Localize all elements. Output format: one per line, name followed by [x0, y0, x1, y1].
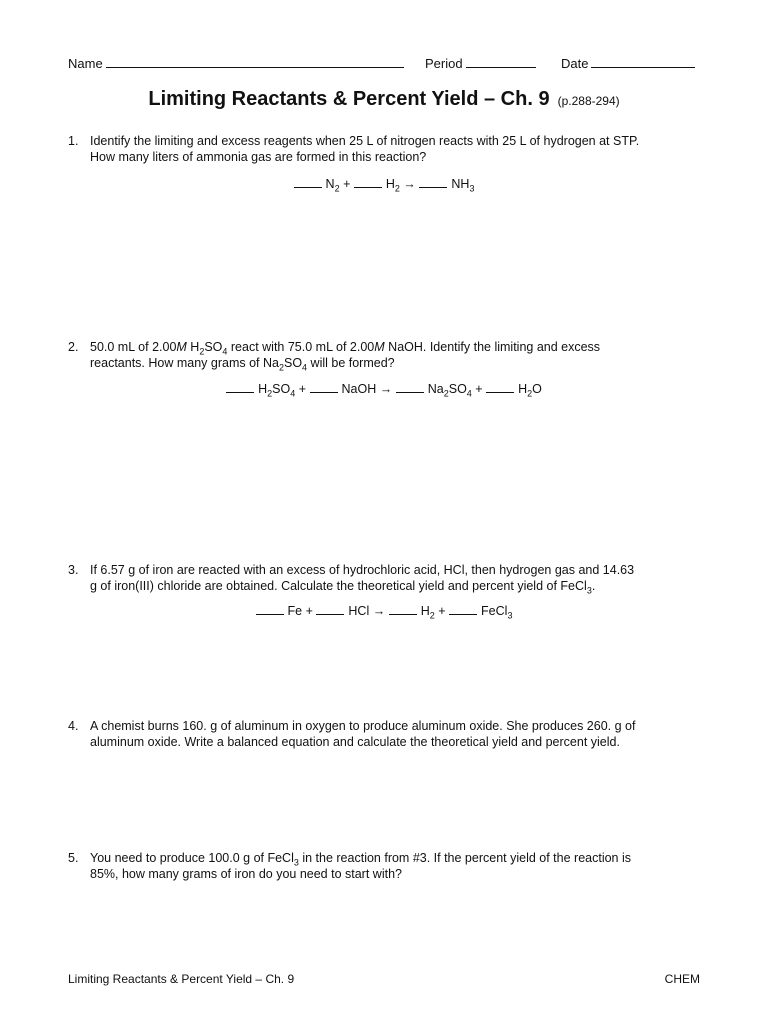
date-blank[interactable] — [591, 55, 695, 68]
question-text: Identify the limiting and excess reagents when 25 L of nitrogen reacts with 25 L of hydrogen at STP. — [90, 134, 640, 148]
subscript: 2 — [334, 183, 340, 194]
period-label: Period — [425, 56, 463, 71]
plus-sign: + — [305, 604, 313, 618]
question-text: You need to produce 100.0 g of FeCl$_3$ in the reaction from #3. If the percent yield of the reaction is — [90, 851, 631, 868]
question-4 — [68, 718, 708, 750]
question-number: 4. — [68, 719, 79, 733]
footer-left: Limiting Reactants & Percent Yield – Ch. 9 — [68, 972, 295, 986]
plus-sign: + — [438, 604, 446, 618]
equation-2: $H_2SO_4$ + NaOH → $Na_2SO_4 + H_2O$ — [0, 381, 768, 396]
coefficient-blank[interactable] — [310, 381, 338, 393]
coefficient-blank[interactable] — [389, 603, 417, 615]
question-number: 3. — [68, 563, 79, 577]
plus-sign: + — [298, 382, 307, 396]
question-number: 2. — [68, 340, 79, 354]
question-text: 85%, how many grams of iron do you need to start with? — [90, 867, 402, 881]
arrow-icon: → — [379, 382, 393, 396]
name-field[interactable] — [68, 55, 404, 72]
coefficient-blank[interactable] — [396, 381, 424, 393]
plus-sign: + — [475, 382, 483, 396]
coefficient-blank[interactable] — [294, 176, 322, 188]
period-field[interactable] — [425, 55, 536, 72]
question-1 — [68, 133, 708, 165]
question-text: How many liters of ammonia gas are formed in this reaction? — [90, 150, 427, 164]
subscript: 3 — [469, 183, 475, 194]
question-3 — [68, 562, 708, 594]
question-number: 1. — [68, 134, 79, 148]
title-main: Limiting Reactants & Percent Yield – Ch. 9 — [148, 88, 550, 110]
period-blank[interactable] — [466, 55, 536, 68]
formula-h2: H — [385, 177, 395, 191]
question-text: reactants. How many grams of $Na_2SO_4$ will be formed? — [90, 356, 395, 373]
subscript: 2 — [394, 183, 400, 194]
coefficient-blank[interactable] — [449, 603, 477, 615]
question-number: 5. — [68, 851, 79, 865]
coefficient-blank[interactable] — [316, 603, 344, 615]
formula-n2: N — [325, 177, 335, 191]
question-text: A chemist burns 160. g of aluminum in oxygen to produce aluminum oxide. She produces 260. g of — [90, 719, 636, 733]
page-title — [0, 88, 768, 111]
question-text: aluminum oxide. Write a balanced equation and calculate the theoretical yield and percent yield. — [90, 735, 620, 749]
equation-1 — [0, 176, 768, 194]
question-5 — [68, 850, 708, 882]
question-text: 50.0 mL of 2.00M $H_2SO_4$ react with 75.0 mL of 2.00M NaOH. Identify the limiting and excess — [90, 340, 601, 357]
coefficient-blank[interactable] — [256, 603, 284, 615]
equation-3: Fe + HCl → $H_2$ + FeCl$_3$ — [0, 603, 768, 618]
formula-nh3: NH — [451, 177, 470, 191]
coefficient-blank[interactable] — [486, 381, 514, 393]
question-2 — [68, 339, 708, 371]
question-text: If 6.57 g of iron are reacted with an excess of hydrochloric acid, HCl, then hydrogen gas and 14.63 — [90, 563, 635, 577]
plus-sign: + — [343, 177, 351, 191]
arrow-icon: → — [403, 177, 416, 191]
name-label: Name — [68, 56, 103, 71]
coefficient-blank[interactable] — [419, 176, 447, 188]
coefficient-blank[interactable] — [354, 176, 382, 188]
question-text: g of iron(III) chloride are obtained. Calculate the theoretical yield and percent yield of FeCl$_3$. — [90, 579, 596, 596]
date-field[interactable] — [561, 55, 695, 72]
footer-right: CHEM — [664, 972, 700, 986]
date-label: Date — [561, 56, 589, 71]
name-blank[interactable] — [106, 55, 404, 68]
coefficient-blank[interactable] — [226, 381, 254, 393]
arrow-icon: → — [372, 604, 386, 618]
title-pages: (p.288-294) — [557, 94, 620, 108]
